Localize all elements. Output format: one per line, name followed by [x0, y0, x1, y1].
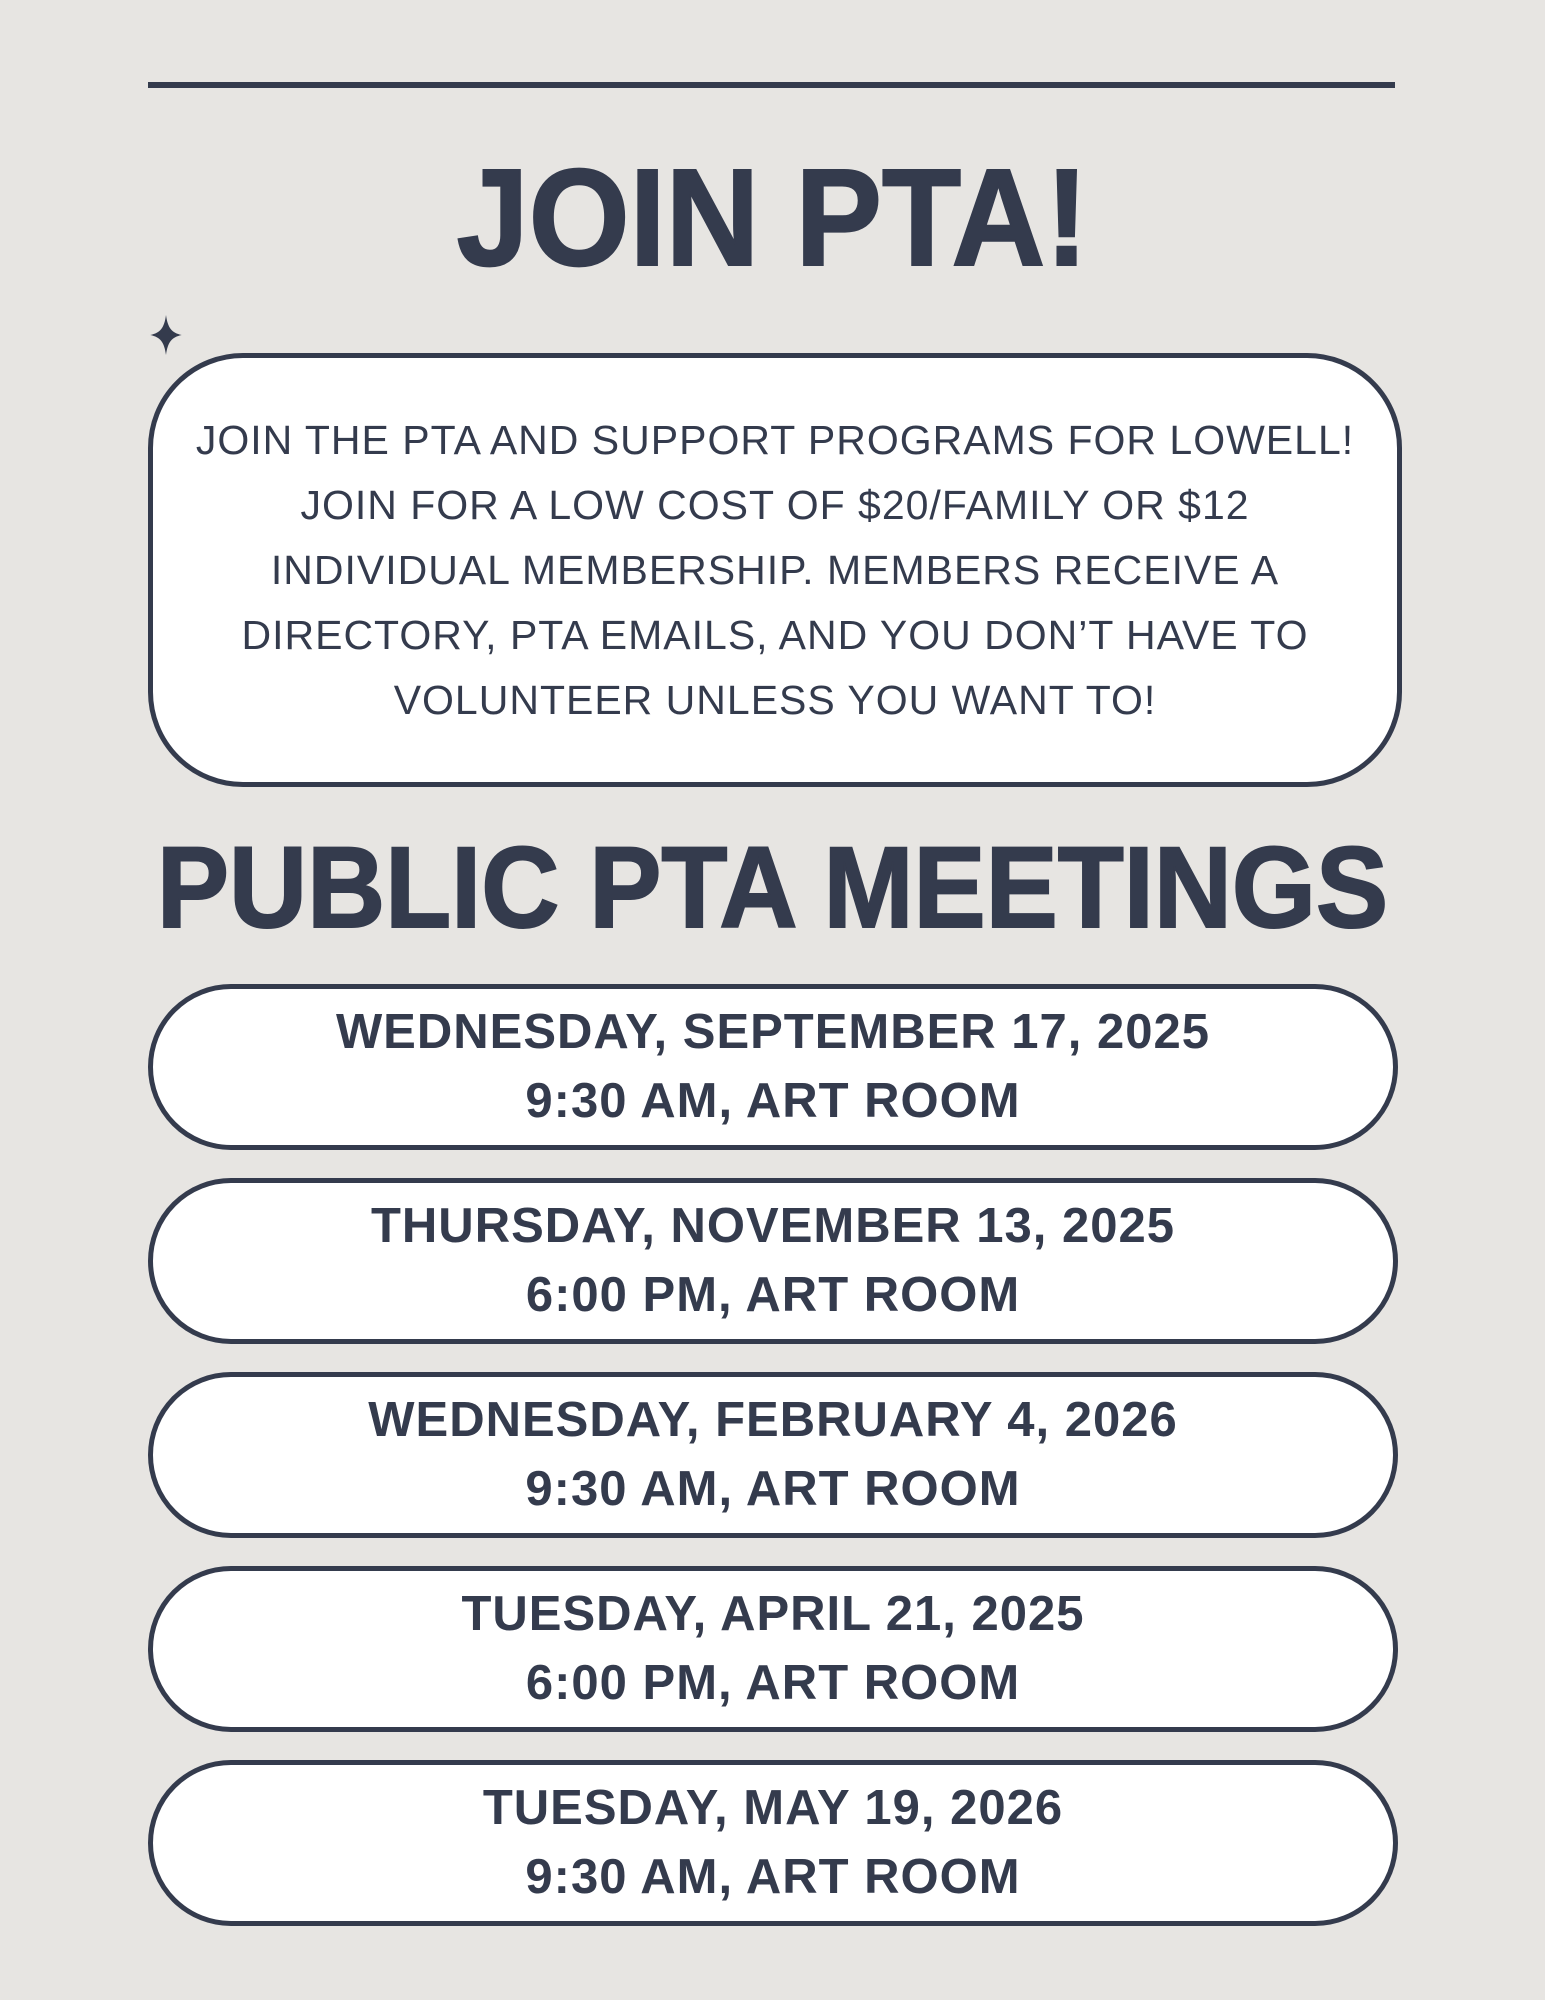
meeting-date: WEDNESDAY, FEBRUARY 4, 2026	[368, 1393, 1178, 1447]
top-rule	[148, 82, 1395, 88]
section-title-public-pta-meetings: PUBLIC PTA MEETINGS	[156, 824, 1389, 952]
intro-line: JOIN THE PTA AND SUPPORT PROGRAMS FOR LOWELL!	[195, 416, 1355, 463]
meeting-date: TUESDAY, MAY 19, 2026	[482, 1781, 1064, 1835]
meeting-card	[148, 1178, 1398, 1344]
meeting-card	[148, 1372, 1398, 1538]
meeting-time-location: 6:00 PM, ART ROOM	[525, 1656, 1021, 1710]
page-title: JOIN PTA!	[456, 141, 1089, 295]
meeting-time-location: 9:30 AM, ART ROOM	[525, 1074, 1021, 1128]
meeting-card	[148, 1566, 1398, 1732]
meeting-time-location: 9:30 AM, ART ROOM	[525, 1850, 1021, 1904]
intro-line: JOIN FOR A LOW COST OF $20/FAMILY OR $12	[300, 481, 1250, 528]
meeting-date: TUESDAY, APRIL 21, 2025	[461, 1587, 1085, 1641]
meeting-time-location: 6:00 PM, ART ROOM	[525, 1268, 1021, 1322]
meeting-date: THURSDAY, NOVEMBER 13, 2025	[370, 1199, 1175, 1253]
meeting-card	[148, 984, 1398, 1150]
intro-line: VOLUNTEER UNLESS YOU WANT TO!	[393, 676, 1157, 723]
meeting-time-location: 9:30 AM, ART ROOM	[525, 1462, 1021, 1516]
meeting-date: WEDNESDAY, SEPTEMBER 17, 2025	[335, 1005, 1211, 1059]
intro-line: DIRECTORY, PTA EMAILS, AND YOU DON’T HAVE TO	[241, 611, 1309, 658]
meeting-card	[148, 1760, 1398, 1926]
intro-card	[148, 353, 1402, 787]
intro-line: INDIVIDUAL MEMBERSHIP. MEMBERS RECEIVE A	[270, 546, 1280, 593]
sparkle-icon	[150, 315, 182, 355]
